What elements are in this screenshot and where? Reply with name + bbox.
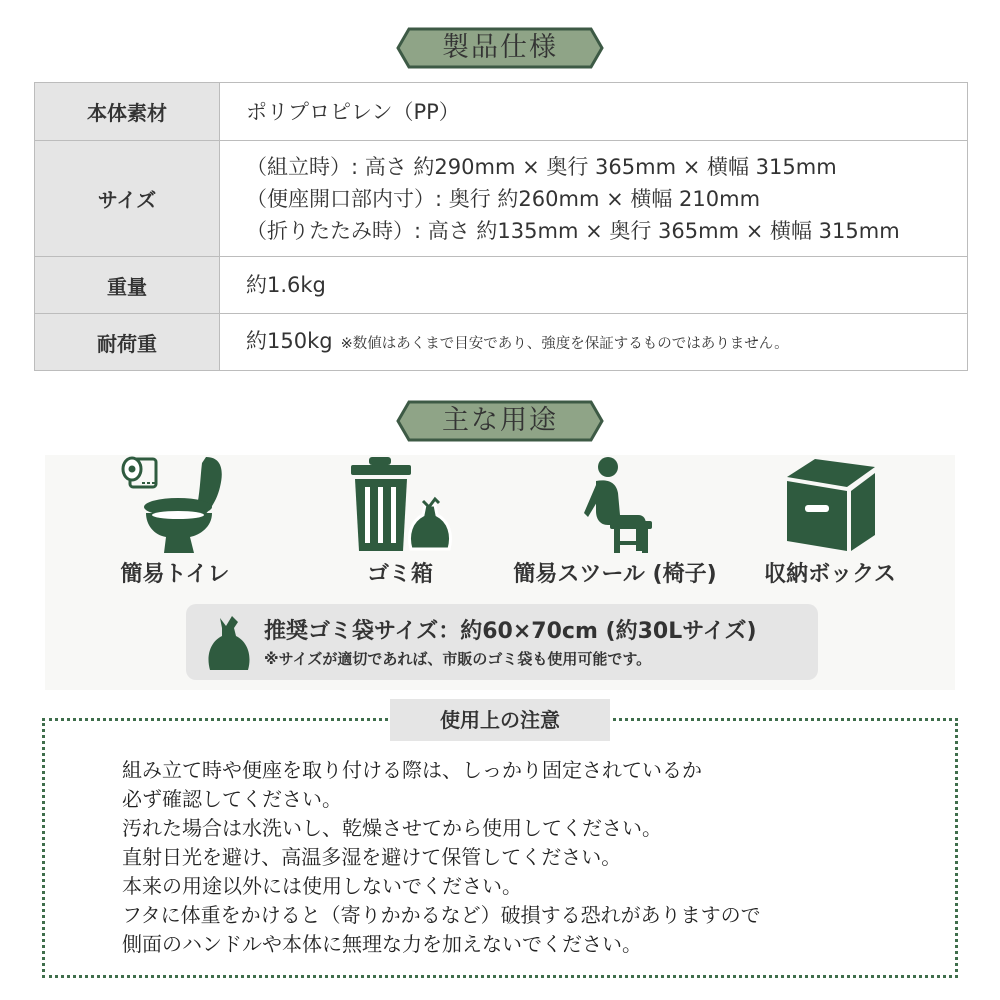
table-row xyxy=(35,257,968,314)
value-line: （折りたたみ時）: 高さ 約135mm × 奥行 365mm × 横幅 315mm xyxy=(246,218,900,243)
use-label-stool: 簡易スツール (椅子) xyxy=(513,562,717,587)
row-value-size xyxy=(220,141,968,257)
uses-section-banner xyxy=(395,399,605,443)
load-value: 約150kg xyxy=(246,328,333,353)
table-row xyxy=(35,141,968,257)
value-line: 約1.6kg xyxy=(246,273,326,297)
toilet-icon xyxy=(120,455,230,555)
caution-line: 本来の用途以外には使用しないでください。 xyxy=(122,874,522,898)
load-note: ※数値はあくまで目安であり、強度を保証するものではありません。 xyxy=(340,335,789,352)
person-on-stool-icon xyxy=(560,455,670,555)
spec-table xyxy=(34,82,968,371)
caution-text xyxy=(122,756,922,959)
caution-line: 側面のハンドルや本体に無理な力を加えないでください。 xyxy=(122,932,642,956)
garbage-bag-icon xyxy=(204,614,254,672)
value-line: （便座開口部内寸）: 奥行 約260mm × 横幅 210mm xyxy=(246,186,761,211)
table-row xyxy=(35,83,968,141)
use-item-stool xyxy=(500,455,730,600)
caution-title: 使用上の注意 xyxy=(390,699,610,741)
value-line: ポリプロピレン（PP） xyxy=(246,99,460,124)
caution-line: 直射日光を避け、高温多湿を避けて保管してください。 xyxy=(122,845,622,869)
table-row xyxy=(35,314,968,371)
storage-box-icon xyxy=(775,455,885,555)
row-value-material xyxy=(220,83,968,141)
trash-can-icon xyxy=(345,455,455,555)
row-label-weight: 重量 xyxy=(35,257,220,314)
spec-section-title: 製品仕様 xyxy=(442,32,558,63)
use-label-trash: ゴミ箱 xyxy=(366,562,433,587)
caution-line: 汚れた場合は水洗いし、乾燥させてから使用してください。 xyxy=(122,816,662,840)
row-label-load: 耐荷重 xyxy=(35,314,220,371)
caution-line: 必ず確認してください。 xyxy=(122,787,342,811)
row-value-load xyxy=(220,314,968,371)
use-item-box xyxy=(755,455,905,600)
row-label-size: サイズ xyxy=(35,141,220,257)
row-label-material: 本体素材 xyxy=(35,83,220,141)
use-item-trash xyxy=(330,455,470,600)
recommended-bag-note: ※サイズが適切であれば、市販のゴミ袋も使用可能です。 xyxy=(264,650,652,668)
spec-section-banner xyxy=(395,26,605,70)
use-label-box: 収納ボックス xyxy=(764,562,896,587)
caution-line: 組み立て時や便座を取り付ける際は、しっかり固定されているか xyxy=(122,758,702,782)
value-line: （組立時）: 高さ 約290mm × 奥行 365mm × 横幅 315mm xyxy=(246,154,837,179)
use-label-toilet: 簡易トイレ xyxy=(120,562,230,587)
use-item-toilet xyxy=(90,455,260,600)
caution-line: フタに体重をかけると（寄りかかるなど）破損する恐れがありますので xyxy=(122,903,761,927)
uses-section-title: 主な用途 xyxy=(442,405,558,436)
recommended-bag-size: 推奨ゴミ袋サイズ：約60×70cm (約30Lサイズ) xyxy=(264,619,757,644)
recommended-bag-panel xyxy=(186,604,818,680)
row-value-weight xyxy=(220,257,968,314)
